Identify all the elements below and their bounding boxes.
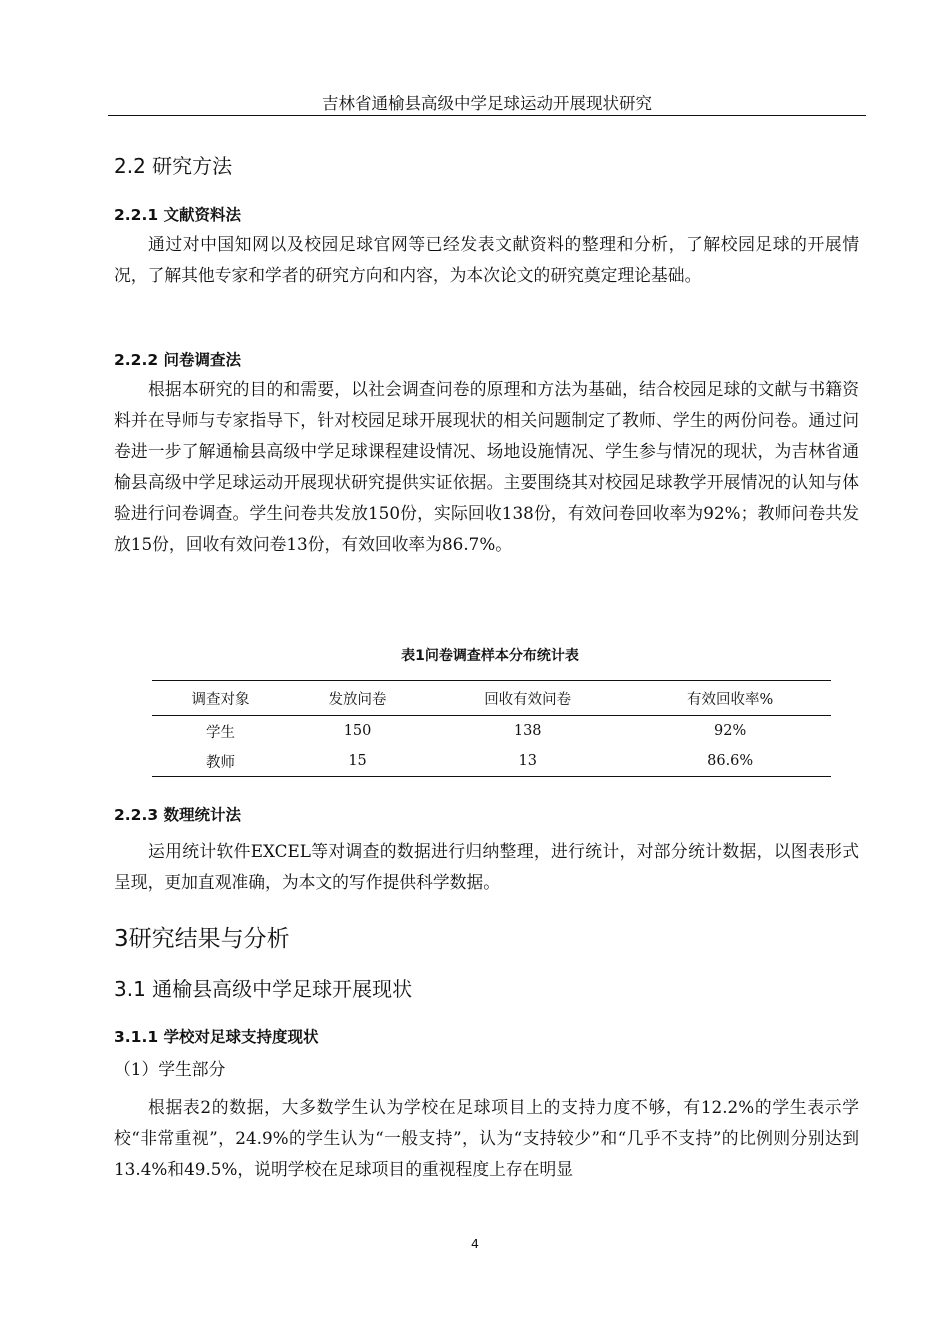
subheading-student-part: （1）学生部分	[114, 1059, 226, 1079]
running-header: 吉林省通榆县高级中学足球运动开展现状研究	[322, 94, 652, 113]
table-cell: 13	[426, 746, 629, 777]
chapter-heading-3: 3研究结果与分析	[114, 926, 290, 952]
section-heading-2-2: 2.2 研究方法	[114, 154, 233, 178]
table-cell: 92%	[714, 723, 747, 739]
table-cell: 150	[343, 723, 372, 739]
table-row	[152, 746, 831, 777]
table-header-cell: 调查对象	[152, 681, 289, 716]
sample-distribution-table	[152, 680, 831, 777]
paragraph-statistics-method: 运用统计软件EXCEL等对调查的数据进行归纳整理，进行统计，对部分统计数据，以图表形式呈现，更加直观准确，为本文的写作提供科学数据。	[114, 841, 859, 892]
table-header-row	[152, 681, 831, 716]
table-cell: 15	[289, 746, 426, 777]
table-cell: 学生	[206, 724, 236, 741]
table-cell: 教师	[152, 746, 289, 777]
paragraph-literature-method: 通过对中国知网以及校园足球官网等已经发表文献资料的整理和分析，了解校园足球的开展情况，了解其他专家和学者的研究方向和内容，为本次论文的研究奠定理论基础。	[114, 234, 859, 285]
table-cell: 86.6%	[629, 746, 831, 777]
section-heading-3-1: 3.1 通榆县高级中学足球开展现状	[114, 977, 413, 1001]
table-cell: 138	[513, 723, 542, 739]
section-heading-3-1-1: 3.1.1 学校对足球支持度现状	[114, 1028, 319, 1046]
section-heading-2-2-2: 2.2.2 问卷调查法	[114, 351, 242, 369]
table-caption: 表1问卷调查样本分布统计表	[401, 648, 579, 664]
paragraph-questionnaire-method: 根据本研究的目的和需要，以社会调查问卷的原理和方法为基础，结合校园足球的文献与书籍资料并在导师与专家指导下，针对校园足球开展现状的相关问题制定了教师、学生的两份问卷。通过问卷进一步了解通榆县高级中学足球课程建设情况、场地设施情况、学生参与情况的现状，为吉林省通榆县高级中学足球运动开展现状研究提供实证依据。主要围绕其对校园足球教学开展情况的认知与体验进行问卷调查。学生问卷共发放150份，实际回收138份，有效问卷回收率为92%；教师问卷共发放15份，回收有效问卷13份，有效回收率为86.7%。	[114, 379, 859, 554]
table-header-cell: 有效回收率%	[629, 681, 831, 716]
table-header-cell: 回收有效问卷	[426, 681, 629, 716]
paragraph-student-support: 根据表2的数据，大多数学生认为学校在足球项目上的支持力度不够，有12.2%的学生表示学校“非常重视”，24.9%的学生认为“一般支持”，认为“支持较少”和“几乎不支持”的比例则分别达到13.4%和49.5%，说明学校在足球项目的重视程度上存在明显	[114, 1097, 859, 1179]
header-rule	[108, 115, 866, 116]
section-heading-2-2-3: 2.2.3 数理统计法	[114, 806, 242, 824]
page-number: 4	[471, 1236, 479, 1251]
table-row	[152, 716, 831, 747]
table-header-cell: 发放问卷	[289, 681, 426, 716]
section-heading-2-2-1: 2.2.1 文献资料法	[114, 206, 242, 224]
